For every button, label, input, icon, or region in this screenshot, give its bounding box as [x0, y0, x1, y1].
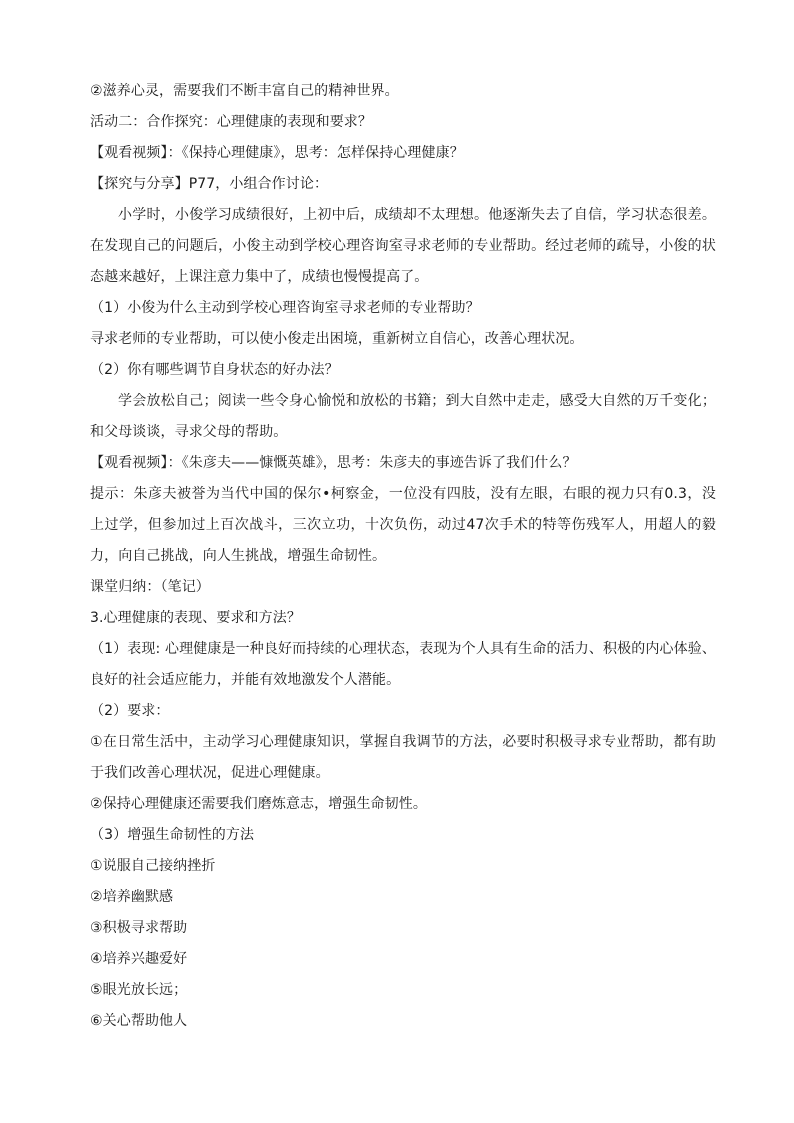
class-summary-heading: 课堂归纳：（笔记）: [90, 579, 210, 595]
text-line-watering-mind: ②滋养心灵，需要我们不断丰富自己的精神世界。: [90, 83, 399, 99]
explore-share-heading: 【探究与分享】P77，小组合作讨论：: [90, 176, 329, 192]
document-page: [90, 76, 716, 1037]
requirement-1-line-2: 于我们改善心理状况，促进心理健康。: [90, 765, 330, 781]
requirements-heading: （2）要求：: [90, 703, 170, 719]
hint-line-1: 提示：朱彦夫被誉为当代中国的保尔•柯察金，一位没有四肢，没有左眼，右眼的视力只有0.3，没: [90, 486, 716, 502]
method-item-2: ②培养幽默感: [90, 889, 174, 905]
performance-line-1: （1）表现: 心理健康是一种良好而持续的心理状态，表现为个人具有生命的活力、积极的内心体验、: [90, 641, 716, 657]
method-item-5: ⑤眼光放长远；: [90, 982, 188, 998]
method-item-6: ⑥关心帮助他人: [90, 1013, 188, 1029]
requirement-2: ②保持心理健康还需要我们磨炼意志，增强生命韧性。: [90, 796, 427, 812]
performance-line-2: 良好的社会适应能力，并能有效地激发个人潜能。: [90, 672, 401, 688]
case-paragraph-line-2: 在发现自己的问题后，小俊主动到学校心理咨询室寻求老师的专业帮助。经过老师的疏导，小俊的状: [90, 238, 716, 254]
answer-2-line-2: 和父母谈谈，寻求父母的帮助。: [90, 424, 288, 440]
method-item-4: ④培养兴趣爱好: [90, 951, 188, 967]
methods-heading: （3）增强生命韧性的方法: [90, 827, 255, 843]
watch-video-2: 【观看视频】：《朱彦夫——慷慨英雄》，思考：朱彦夫的事迹告诉了我们什么？: [90, 455, 577, 471]
answer-2-line-1: 学会放松自己；阅读一些令身心愉悦和放松的书籍；到大自然中走走，感受大自然的万千变化；: [118, 393, 716, 409]
answer-1: 寻求老师的专业帮助，可以使小俊走出困境，重新树立自信心，改善心理状况。: [90, 331, 584, 347]
watch-video-1: 【观看视频】：《保持心理健康》，思考：怎样保持心理健康？: [90, 145, 464, 161]
summary-point-3: 3.心理健康的表现、要求和方法？: [90, 610, 301, 626]
method-item-3: ③积极寻求帮助: [90, 920, 188, 936]
case-paragraph-line-1: 小学时，小俊学习成绩很好，上初中后，成绩却不太理想。他逐渐失去了自信，学习状态很差。: [118, 207, 716, 223]
method-item-1: ①说服自己接纳挫折: [90, 858, 216, 874]
question-1: （1）小俊为什么主动到学校心理咨询室寻求老师的专业帮助？: [90, 300, 480, 316]
activity-two-heading: 活动二：合作探究：心理健康的表现和要求？: [90, 114, 372, 130]
hint-line-3: 力，向自己挑战，向人生挑战，增强生命韧性。: [90, 548, 387, 564]
case-paragraph-line-3: 态越来越好，上课注意力集中了，成绩也慢慢提高了。: [90, 269, 429, 285]
question-2: （2）你有哪些调节自身状态的好办法？: [90, 362, 339, 378]
hint-line-2: 上过学，但参加过上百次战斗，三次立功，十次负伤，动过47次手术的特等伤残军人，用超人的毅: [90, 517, 716, 533]
requirement-1-line-1: ①在日常生活中，主动学习心理健康知识，掌握自我调节的方法，必要时积极寻求专业帮助，都有助: [90, 734, 716, 750]
